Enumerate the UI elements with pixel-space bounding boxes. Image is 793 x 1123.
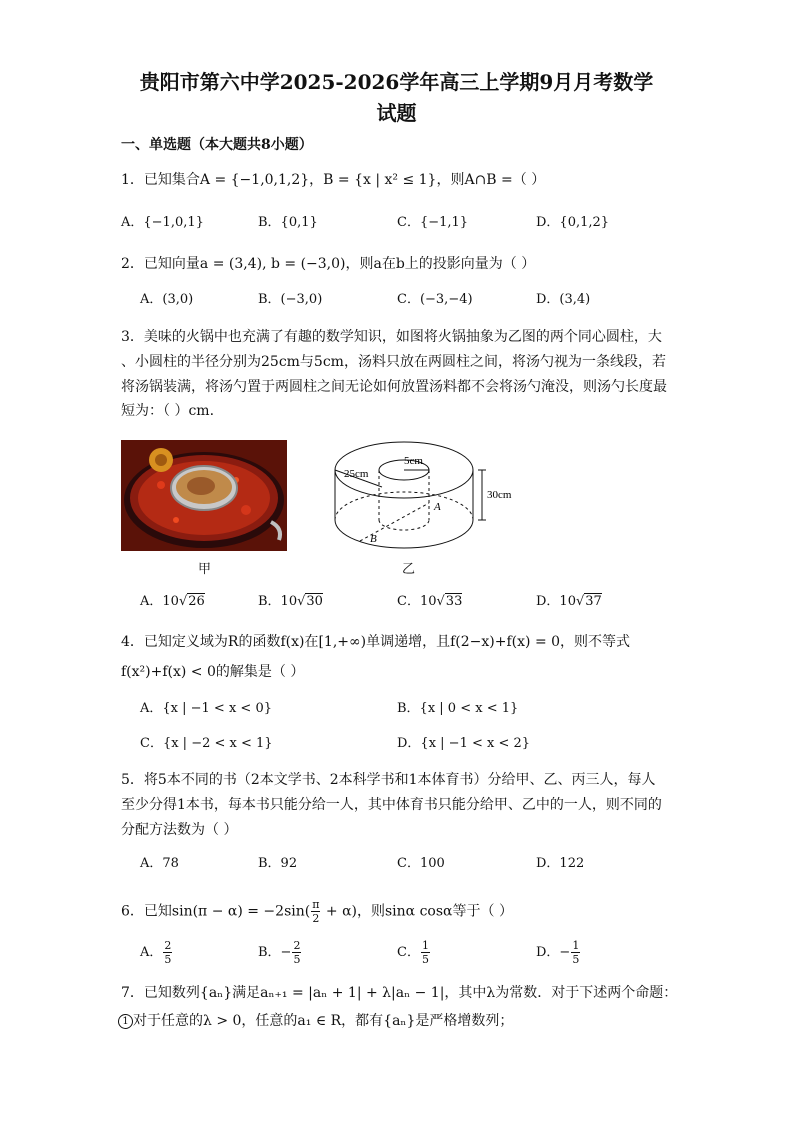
q1-option-b: B．{0,1} xyxy=(258,215,318,230)
question-4-stem-line-2: f(x²)+f(x) < 0的解集是（ ） xyxy=(121,664,305,680)
q2-option-c: C．(−3,−4) xyxy=(397,292,473,307)
q4-option-b: B．{x | 0 < x < 1} xyxy=(397,701,519,716)
q6-option-b: B．− $\frac{2}{5}$ xyxy=(258,939,301,966)
q3-option-b: B．10√30 xyxy=(258,594,323,609)
caption-yi: 乙 xyxy=(402,562,416,577)
label-30cm: 30cm xyxy=(487,489,512,501)
q1-option-a: A．{−1,0,1} xyxy=(121,215,204,230)
cylinder-diagram xyxy=(330,440,530,555)
q2-option-b: B．(−3,0) xyxy=(258,292,323,307)
question-3-stem-line-3: 将汤锅装满，将汤勺置于两圆柱之间无论如何放置汤料都不会将汤勺淹没，则汤勺长度最 xyxy=(121,379,667,395)
label-5cm: 5cm xyxy=(404,455,423,467)
label-point-b: B xyxy=(370,533,377,545)
question-3-stem-line-4: 短为：（ ）cm. xyxy=(121,403,215,419)
question-5-stem-line-2: 至少分得1本书，每本书只能分给一人，其中体育书只能分给甲、乙中的一人，则不同的 xyxy=(121,797,662,813)
q3-option-a: A．10√26 xyxy=(140,594,205,609)
circled-number-1: 1 xyxy=(118,1014,133,1029)
question-7-stem: 7．已知数列{aₙ}满足aₙ₊₁ = |aₙ + 1| + λ|aₙ − 1|，其中λ为常数．对于下述两个命题： xyxy=(121,985,678,1001)
question-3-stem-line-2: 、小圆柱的半径分别为25cm与5cm，汤料只放在两圆柱之间，将汤勺视为一条线段，若 xyxy=(121,354,666,370)
q5-option-d: D．122 xyxy=(536,856,585,871)
label-25cm: 25cm xyxy=(344,468,369,480)
label-point-a: A xyxy=(434,501,441,513)
q6-option-a: A． $\frac{2}{5}$ xyxy=(140,939,172,966)
q5-option-b: B．92 xyxy=(258,856,298,871)
q2-option-d: D．(3,4) xyxy=(536,292,591,307)
question-5-stem-line-3: 分配方法数为（ ） xyxy=(121,822,238,838)
q6-option-c: C． $\frac{1}{5}$ xyxy=(397,939,429,966)
q1-option-c: C．{−1,1} xyxy=(397,215,469,230)
q5-option-a: A．78 xyxy=(140,856,179,871)
exam-title-line-1: 贵阳市第六中学2025-2026学年高三上学期9月月考数学 xyxy=(139,70,654,94)
question-3-stem-line-1: 3．美味的火锅中也充满了有趣的数学知识，如图将火锅抽象为乙图的两个同心圆柱，大 xyxy=(121,329,662,345)
q1-option-d: D．{0,1,2} xyxy=(536,215,610,230)
q4-option-c: C．{x | −2 < x < 1} xyxy=(140,736,273,751)
caption-jia: 甲 xyxy=(198,562,212,577)
hotpot-photo xyxy=(121,440,287,551)
q4-option-d: D．{x | −1 < x < 2} xyxy=(397,736,531,751)
question-5-stem-line-1: 5．将5本不同的书（2本文学书、2本科学书和1本体育书）分给甲、乙、丙三人，每人 xyxy=(121,772,656,788)
question-2-stem: 2．已知向量a = (3,4), b = (−3,0)，则a在b上的投影向量为（ ） xyxy=(121,256,536,272)
q2-option-a: A．(3,0) xyxy=(140,292,194,307)
q3-option-c: C．10√33 xyxy=(397,594,463,609)
exam-title-line-2: 试题 xyxy=(376,101,417,125)
question-7-item-1: 1 对于任意的λ > 0，任意的a₁ ∈ R，都有{aₙ}是严格增数列； xyxy=(118,1011,513,1031)
question-6-stem: 6．已知sin(π − α) = −2sin( $\frac{\pi}{2}$ + α)，则sinα cosα等于（ ） xyxy=(121,898,513,925)
question-4-stem-line-1: 4．已知定义域为R的函数f(x)在[1,+∞)单调递增，且f(2−x)+f(x) = 0，则不等式 xyxy=(121,634,631,650)
question-1-stem: 1．已知集合A = {−1,0,1,2}，B = {x | x² ≤ 1}，则A∩B =（ ） xyxy=(121,172,546,188)
section-heading: 一、单选题（本大题共8小题） xyxy=(121,137,313,153)
q3-option-d: D．10√37 xyxy=(536,594,602,609)
q5-option-c: C．100 xyxy=(397,856,445,871)
q6-option-d: D．− $\frac{1}{5}$ xyxy=(536,939,580,966)
q4-option-a: A．{x | −1 < x < 0} xyxy=(140,701,272,716)
